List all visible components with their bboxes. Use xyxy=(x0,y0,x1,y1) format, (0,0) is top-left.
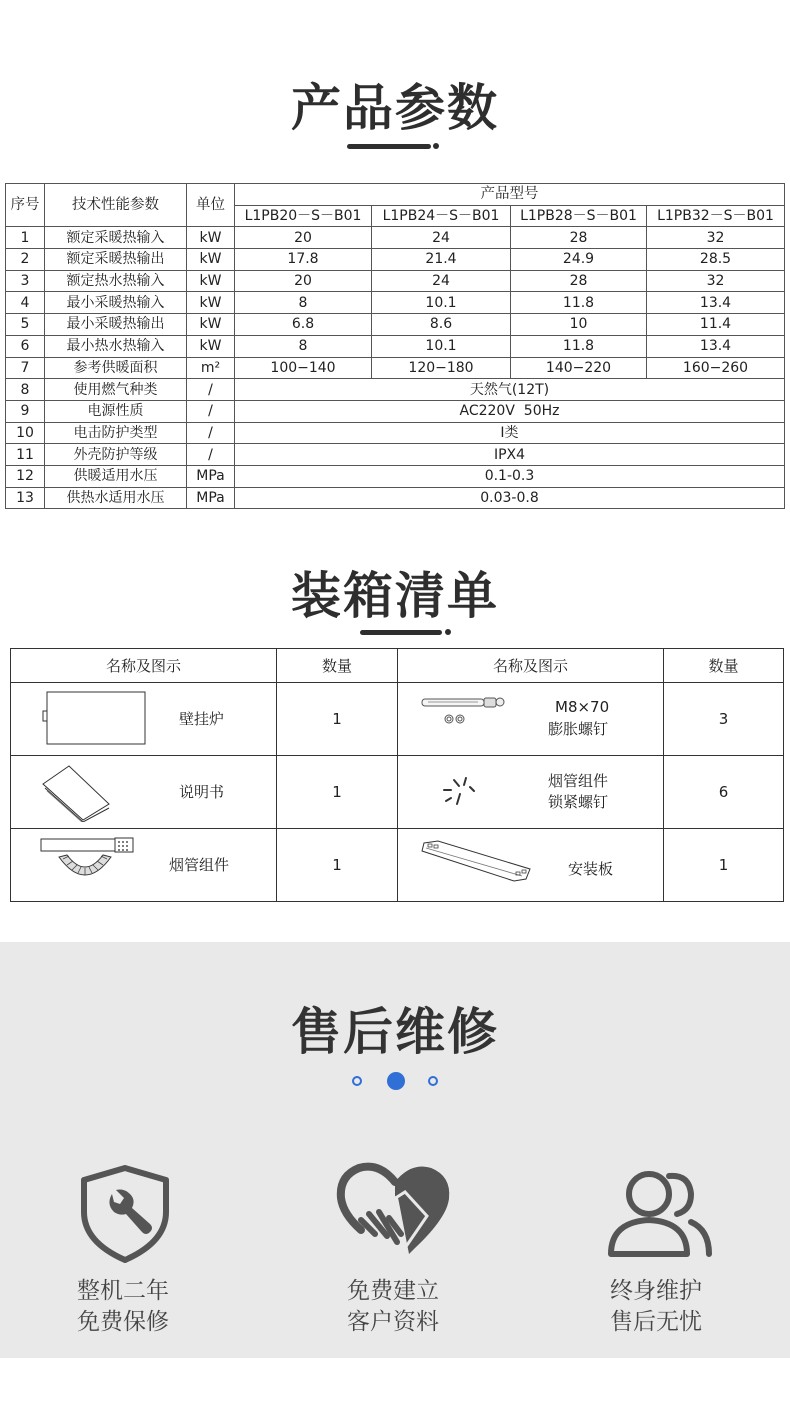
after-sales-section xyxy=(0,942,790,1358)
row-unit: kW xyxy=(187,292,235,314)
screws-icon xyxy=(440,774,480,810)
packing-table xyxy=(10,648,784,902)
row-param-name: 电源性质 xyxy=(45,400,187,422)
row-value: 8.6 xyxy=(372,314,511,336)
row-param-name: 额定热水热输入 xyxy=(45,270,187,292)
packing-header-qty: 数量 xyxy=(277,649,398,683)
packing-item-qty: 3 xyxy=(664,683,784,756)
model-header: L1PB32－S－B01 xyxy=(647,205,785,227)
packing-header-qty: 数量 xyxy=(664,649,784,683)
row-value: 11.8 xyxy=(511,335,647,357)
row-value: 100−140 xyxy=(235,357,372,379)
row-value: 28 xyxy=(511,270,647,292)
row-value: 8 xyxy=(235,292,372,314)
packing-item-cell xyxy=(398,683,664,756)
service-records-text xyxy=(293,1276,493,1338)
row-unit: / xyxy=(187,444,235,466)
row-index: 9 xyxy=(6,400,45,422)
packing-item-name: 壁挂炉 xyxy=(179,710,225,728)
packing-item-name: 膨胀螺钉 xyxy=(548,720,609,738)
row-value: 24 xyxy=(372,227,511,249)
table-row xyxy=(6,487,785,509)
row-value: 13.4 xyxy=(647,335,785,357)
row-param-name: 参考供暖面积 xyxy=(45,357,187,379)
mounting-plate-icon xyxy=(418,839,538,889)
row-unit: MPa xyxy=(187,465,235,487)
service-lifetime-text xyxy=(556,1276,756,1338)
row-index: 6 xyxy=(6,335,45,357)
col-header-model-group: 产品型号 xyxy=(235,184,785,206)
packing-item-cell xyxy=(398,829,664,902)
row-index: 13 xyxy=(6,487,45,509)
packing-item-name: 安装板 xyxy=(568,860,614,878)
row-param-name: 最小采暖热输入 xyxy=(45,292,187,314)
row-value: 24 xyxy=(372,270,511,292)
row-value: 11.4 xyxy=(647,314,785,336)
row-unit: kW xyxy=(187,270,235,292)
packing-header-name: 名称及图示 xyxy=(398,649,664,683)
row-index: 11 xyxy=(6,444,45,466)
model-header: L1PB24－S－B01 xyxy=(372,205,511,227)
carousel-dot[interactable] xyxy=(352,1076,362,1086)
packing-item-cell xyxy=(398,756,664,829)
table-row xyxy=(6,292,785,314)
col-header-param: 技术性能参数 xyxy=(45,184,187,227)
table-row xyxy=(6,379,785,401)
row-index: 4 xyxy=(6,292,45,314)
packing-item-cell xyxy=(11,756,277,829)
row-value: 17.8 xyxy=(235,249,372,271)
row-index: 1 xyxy=(6,227,45,249)
params-title-underline xyxy=(347,144,431,149)
wrench-shield-icon xyxy=(80,1164,170,1264)
row-value: 11.8 xyxy=(511,292,647,314)
packing-item-name: M8×70 xyxy=(555,698,610,716)
row-unit: / xyxy=(187,422,235,444)
row-index: 10 xyxy=(6,422,45,444)
row-index: 2 xyxy=(6,249,45,271)
service-line: 免费建立 xyxy=(347,1278,439,1304)
row-param-name: 额定采暖热输出 xyxy=(45,249,187,271)
row-value: 140−220 xyxy=(511,357,647,379)
row-value: 28.5 xyxy=(647,249,785,271)
row-value: 20 xyxy=(235,270,372,292)
packing-item-name: 烟管组件 xyxy=(548,772,609,790)
params-title-dot xyxy=(433,143,439,149)
packing-item-qty: 1 xyxy=(277,756,398,829)
packing-row xyxy=(11,756,784,829)
service-line: 终身维护 xyxy=(610,1278,702,1304)
row-unit: MPa xyxy=(187,487,235,509)
service-line: 售后无忧 xyxy=(610,1309,702,1335)
row-value: 10.1 xyxy=(372,335,511,357)
row-value: 20 xyxy=(235,227,372,249)
col-header-unit: 单位 xyxy=(187,184,235,227)
packing-row xyxy=(11,829,784,902)
packing-title-underline xyxy=(360,630,442,635)
row-param-name: 最小热水热输入 xyxy=(45,335,187,357)
row-index: 12 xyxy=(6,465,45,487)
params-table xyxy=(5,183,785,509)
row-unit: / xyxy=(187,379,235,401)
row-merged-value: 0.1-0.3 xyxy=(235,465,785,487)
packing-item-qty: 1 xyxy=(277,829,398,902)
users-icon xyxy=(605,1168,715,1258)
packing-item-name: 锁紧螺钉 xyxy=(548,793,609,811)
table-row xyxy=(6,422,785,444)
expansion-bolt-icon xyxy=(418,693,518,733)
row-value: 6.8 xyxy=(235,314,372,336)
service-line: 整机二年 xyxy=(77,1278,169,1304)
model-header: L1PB20－S－B01 xyxy=(235,205,372,227)
service-line: 客户资料 xyxy=(347,1309,439,1335)
packing-row xyxy=(11,683,784,756)
handshake-heart-icon xyxy=(335,1162,455,1262)
table-row xyxy=(6,314,785,336)
table-row xyxy=(6,227,785,249)
table-row xyxy=(6,270,785,292)
row-param-name: 供热水适用水压 xyxy=(45,487,187,509)
row-param-name: 外壳防护等级 xyxy=(45,444,187,466)
manual-icon xyxy=(39,762,119,822)
packing-title: 装箱清单 xyxy=(291,567,499,625)
row-param-name: 使用燃气种类 xyxy=(45,379,187,401)
row-value: 160−260 xyxy=(647,357,785,379)
packing-title-dot xyxy=(445,629,451,635)
row-value: 32 xyxy=(647,227,785,249)
params-title: 产品参数 xyxy=(291,79,499,137)
service-guarantee-text xyxy=(23,1276,223,1338)
row-unit: kW xyxy=(187,335,235,357)
row-value: 120−180 xyxy=(372,357,511,379)
row-merged-value: IPX4 xyxy=(235,444,785,466)
row-unit: kW xyxy=(187,314,235,336)
service-line: 免费保修 xyxy=(77,1309,169,1335)
packing-item-cell xyxy=(11,829,277,902)
packing-item-name: 说明书 xyxy=(179,783,225,801)
model-header: L1PB28－S－B01 xyxy=(511,205,647,227)
row-merged-value: AC220V 50Hz xyxy=(235,400,785,422)
row-param-name: 最小采暖热输出 xyxy=(45,314,187,336)
col-header-index: 序号 xyxy=(6,184,45,227)
row-merged-value: 0.03-0.8 xyxy=(235,487,785,509)
table-row xyxy=(6,249,785,271)
table-row xyxy=(6,335,785,357)
row-merged-value: I类 xyxy=(235,422,785,444)
row-index: 5 xyxy=(6,314,45,336)
carousel-dot[interactable] xyxy=(428,1076,438,1086)
table-row xyxy=(6,400,785,422)
row-param-name: 额定采暖热输入 xyxy=(45,227,187,249)
packing-header-name: 名称及图示 xyxy=(11,649,277,683)
row-value: 13.4 xyxy=(647,292,785,314)
row-index: 3 xyxy=(6,270,45,292)
row-index: 7 xyxy=(6,357,45,379)
row-value: 10 xyxy=(511,314,647,336)
carousel-dot-active[interactable] xyxy=(387,1072,405,1090)
row-unit: kW xyxy=(187,249,235,271)
row-merged-value: 天然气(12T) xyxy=(235,379,785,401)
packing-item-qty: 1 xyxy=(277,683,398,756)
row-value: 21.4 xyxy=(372,249,511,271)
row-value: 10.1 xyxy=(372,292,511,314)
table-row xyxy=(6,444,785,466)
row-value: 32 xyxy=(647,270,785,292)
row-value: 8 xyxy=(235,335,372,357)
table-row xyxy=(6,357,785,379)
row-param-name: 电击防护类型 xyxy=(45,422,187,444)
row-value: 24.9 xyxy=(511,249,647,271)
after-sales-title: 售后维修 xyxy=(291,1003,499,1061)
row-unit: / xyxy=(187,400,235,422)
table-row xyxy=(6,465,785,487)
packing-item-qty: 6 xyxy=(664,756,784,829)
packing-item-cell xyxy=(11,683,277,756)
packing-item-name: 烟管组件 xyxy=(169,856,230,874)
row-param-name: 供暖适用水压 xyxy=(45,465,187,487)
packing-item-qty: 1 xyxy=(664,829,784,902)
row-unit: kW xyxy=(187,227,235,249)
row-unit: m² xyxy=(187,357,235,379)
boiler-icon xyxy=(41,689,151,749)
row-value: 28 xyxy=(511,227,647,249)
flue-pipe-icon xyxy=(39,835,139,895)
row-index: 8 xyxy=(6,379,45,401)
